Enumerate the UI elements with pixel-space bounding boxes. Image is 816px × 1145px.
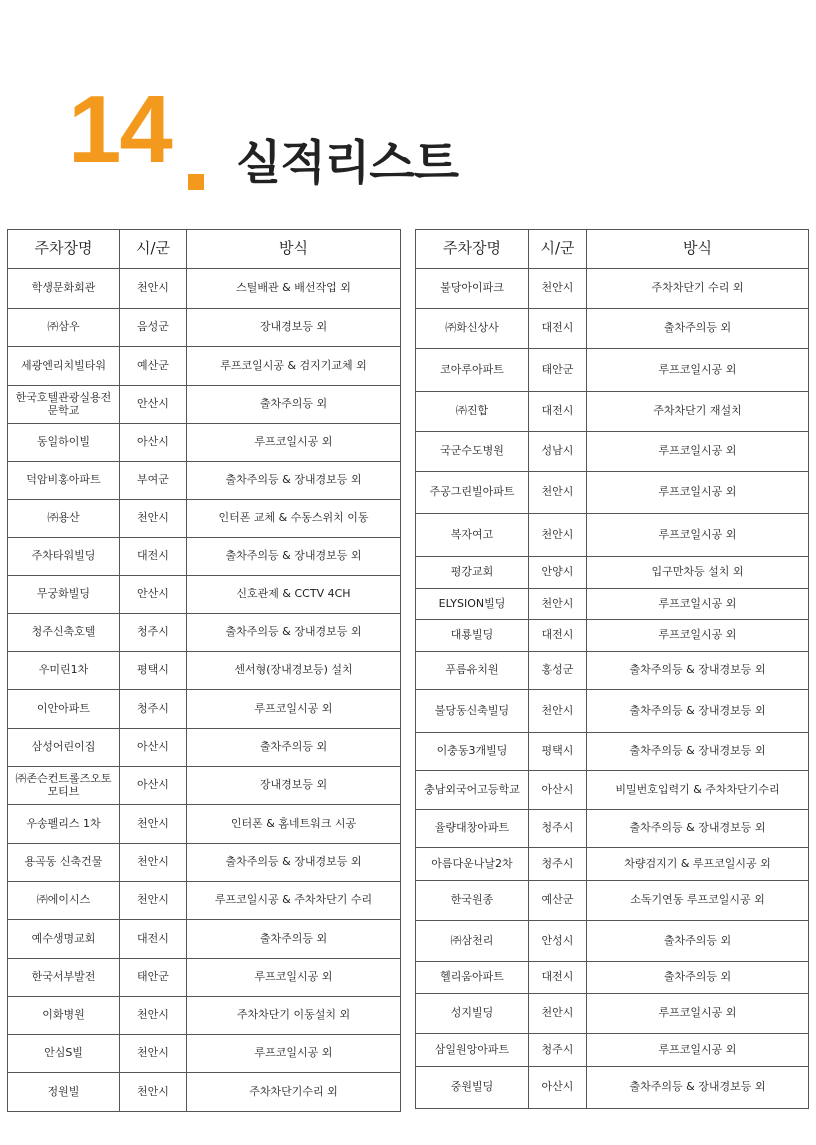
table-row [8,882,401,920]
cell-parking-name: 안심S빌 [8,1035,120,1073]
cell-method: 루프코일시공 외 [187,690,401,729]
cell-parking-name: 예수생명교회 [8,920,120,959]
cell-method: 장내경보등 외 [187,767,401,805]
table-row [416,1034,809,1067]
table-row [8,614,401,652]
cell-parking-name: 국군수도병원 [416,432,529,472]
table-row [416,620,809,652]
cell-city: 아산시 [120,729,187,767]
cell-city: 대전시 [120,920,187,959]
cell-method: 비밀번호입력기 & 주차차단기수리 [587,771,809,810]
cell-method: 루프코일시공 외 [587,1034,809,1067]
table-row [8,959,401,997]
table-row [8,347,401,386]
table-row [416,557,809,589]
cell-city: 천안시 [529,690,587,733]
header-city: 시/군 [529,230,587,269]
cell-parking-name: 우송펠리스 1차 [8,805,120,844]
table-row [8,309,401,347]
cell-parking-name: ㈜화신상사 [416,309,529,349]
cell-method: 출차주의등 & 장내경보등 외 [187,462,401,500]
cell-city: 아산시 [529,1067,587,1109]
cell-city: 청주시 [120,690,187,729]
cell-method: 인터폰 & 홈네트워크 시공 [187,805,401,844]
cell-city: 대전시 [529,962,587,994]
table-row [8,844,401,882]
cell-city: 청주시 [529,810,587,848]
cell-method: 출차주의등 & 장내경보등 외 [587,690,809,733]
results-table-left [7,229,401,1112]
cell-city: 천안시 [120,805,187,844]
table-row [416,994,809,1034]
cell-method: 출차주의등 외 [587,962,809,994]
cell-method: 루프코일시공 외 [587,620,809,652]
cell-method: 센서형(장내경보등) 설치 [187,652,401,690]
cell-parking-name: 청주신축호텔 [8,614,120,652]
cell-city: 안산시 [120,576,187,614]
cell-city: 대전시 [529,620,587,652]
table-row [8,652,401,690]
cell-parking-name: ㈜삼우 [8,309,120,347]
table-row [416,881,809,921]
cell-parking-name: ㈜용산 [8,500,120,538]
table-row [8,920,401,959]
cell-method: 소독기연동 루프코일시공 외 [587,881,809,921]
cell-city: 청주시 [529,1034,587,1067]
cell-city: 천안시 [529,589,587,620]
cell-method: 출차주의등 & 장내경보등 외 [587,652,809,690]
cell-parking-name: ㈜진합 [416,392,529,432]
table-header-row [416,230,809,269]
header-method: 방식 [587,230,809,269]
cell-parking-name: 중원빌딩 [416,1067,529,1109]
cell-method: 스틸배관 & 배선작업 외 [187,269,401,309]
cell-parking-name: 한국원종 [416,881,529,921]
cell-method: 주차차단기수리 외 [187,1073,401,1112]
cell-method: 루프코일시공 외 [587,994,809,1034]
table-row [8,424,401,462]
cell-city: 아산시 [120,767,187,805]
table-row [8,997,401,1035]
cell-parking-name: 삼일원앙아파트 [416,1034,529,1067]
table-row [416,269,809,309]
cell-parking-name: 학생문화회관 [8,269,120,309]
cell-city: 천안시 [120,500,187,538]
cell-city: 태안군 [529,349,587,392]
cell-city: 천안시 [120,1035,187,1073]
cell-city: 천안시 [120,1073,187,1112]
cell-parking-name: 이화병원 [8,997,120,1035]
cell-city: 천안시 [529,269,587,309]
cell-method: 루프코일시공 & 검지기교체 외 [187,347,401,386]
table-row [416,962,809,994]
table-row [416,1067,809,1109]
cell-city: 천안시 [529,994,587,1034]
table-row [8,1073,401,1112]
cell-parking-name: 한국서부발전 [8,959,120,997]
cell-method: 인터폰 교체 & 수동스위치 이동 [187,500,401,538]
table-row [8,269,401,309]
table-header-row [8,230,401,269]
cell-method: 출차주의등 외 [187,920,401,959]
cell-parking-name: 무궁화빌딩 [8,576,120,614]
cell-method: 출차주의등 & 장내경보등 외 [587,733,809,771]
cell-city: 예산군 [529,881,587,921]
cell-city: 천안시 [529,514,587,557]
cell-parking-name: 세광엔리치빌타워 [8,347,120,386]
header-parking-name: 주차장명 [416,230,529,269]
cell-method: 장내경보등 외 [187,309,401,347]
cell-city: 음성군 [120,309,187,347]
cell-city: 아산시 [529,771,587,810]
table-row [8,690,401,729]
results-table-right [415,229,809,1109]
cell-city: 천안시 [120,269,187,309]
cell-method: 출차주의등 외 [187,729,401,767]
table-row [416,589,809,620]
cell-method: 출차주의등 & 장내경보등 외 [587,1067,809,1109]
table-row [416,349,809,392]
table-row [416,392,809,432]
cell-parking-name: 용곡동 신축건물 [8,844,120,882]
cell-parking-name: 코아루아파트 [416,349,529,392]
table-row [416,690,809,733]
cell-method: 루프코일시공 & 주차차단기 수리 [187,882,401,920]
cell-method: 출차주의등 & 장내경보등 외 [187,844,401,882]
table-row [8,767,401,805]
cell-parking-name: 불당동신축빌딩 [416,690,529,733]
cell-city: 대전시 [529,309,587,349]
cell-parking-name: 이안아파트 [8,690,120,729]
cell-parking-name: 이충동3개빌딩 [416,733,529,771]
cell-method: 출차주의등 외 [587,921,809,962]
table-row [416,848,809,881]
cell-city: 아산시 [120,424,187,462]
cell-city: 평택시 [529,733,587,771]
cell-parking-name: 푸름유치원 [416,652,529,690]
table-row [8,500,401,538]
header-parking-name: 주차장명 [8,230,120,269]
table-row [8,729,401,767]
cell-city: 천안시 [120,997,187,1035]
table-row [416,652,809,690]
table-row [416,472,809,514]
cell-parking-name: 덕암비홍아파트 [8,462,120,500]
cell-method: 루프코일시공 외 [587,514,809,557]
cell-parking-name: 대룡빌딩 [416,620,529,652]
cell-method: 루프코일시공 외 [187,424,401,462]
page-title: 실적리스트 [236,136,459,191]
cell-parking-name: ELYSION빌딩 [416,589,529,620]
cell-method: 출차주의등 외 [187,386,401,424]
cell-method: 주차차단기 수리 외 [587,269,809,309]
cell-method: 루프코일시공 외 [587,432,809,472]
cell-city: 태안군 [120,959,187,997]
cell-parking-name: 한국호텔관광실용전문학교 [8,386,120,424]
cell-method: 주차차단기 이동설치 외 [187,997,401,1035]
table-row [416,921,809,962]
cell-city: 청주시 [529,848,587,881]
cell-city: 예산군 [120,347,187,386]
cell-city: 천안시 [120,882,187,920]
cell-method: 출차주의등 & 장내경보등 외 [187,538,401,576]
cell-method: 신호관제 & CCTV 4CH [187,576,401,614]
cell-method: 루프코일시공 외 [187,959,401,997]
cell-city: 천안시 [529,472,587,514]
cell-parking-name: 헬리움아파트 [416,962,529,994]
cell-method: 주차차단기 재설치 [587,392,809,432]
cell-parking-name: 율량대창아파트 [416,810,529,848]
section-number-dot [188,174,204,190]
cell-parking-name: 성지빌딩 [416,994,529,1034]
cell-parking-name: 평강교회 [416,557,529,589]
table-row [8,538,401,576]
cell-city: 안성시 [529,921,587,962]
cell-parking-name: 복자여고 [416,514,529,557]
table-row [416,733,809,771]
cell-method: 출차주의등 & 장내경보등 외 [187,614,401,652]
table-row [416,771,809,810]
cell-parking-name: 동일하이빌 [8,424,120,462]
header-city: 시/군 [120,230,187,269]
cell-parking-name: 삼성어린이집 [8,729,120,767]
cell-parking-name: 아름다운나날2차 [416,848,529,881]
cell-city: 안양시 [529,557,587,589]
cell-city: 대전시 [529,392,587,432]
cell-parking-name: 불당아이파크 [416,269,529,309]
cell-method: 출차주의등 외 [587,309,809,349]
cell-parking-name: 주차타워빌딩 [8,538,120,576]
cell-method: 루프코일시공 외 [587,349,809,392]
cell-city: 성남시 [529,432,587,472]
cell-city: 대전시 [120,538,187,576]
cell-parking-name: ㈜에이시스 [8,882,120,920]
cell-parking-name: 충남외국어고등학교 [416,771,529,810]
table-row [8,805,401,844]
cell-method: 출차주의등 & 장내경보등 외 [587,810,809,848]
header-method: 방식 [187,230,401,269]
cell-city: 평택시 [120,652,187,690]
cell-method: 차량검지기 & 루프코일시공 외 [587,848,809,881]
cell-city: 청주시 [120,614,187,652]
table-row [416,432,809,472]
table-row [8,462,401,500]
table-row [416,810,809,848]
section-number: 14 [68,76,171,183]
table-row [416,309,809,349]
table-row [8,1035,401,1073]
cell-parking-name: ㈜삼천리 [416,921,529,962]
cell-method: 입구만차등 설치 외 [587,557,809,589]
table-row [8,576,401,614]
cell-city: 안산시 [120,386,187,424]
cell-parking-name: 정원빌 [8,1073,120,1112]
cell-method: 루프코일시공 외 [587,589,809,620]
cell-parking-name: 우미린1차 [8,652,120,690]
cell-method: 루프코일시공 외 [587,472,809,514]
table-row [8,386,401,424]
cell-city: 홍성군 [529,652,587,690]
table-row [416,514,809,557]
cell-parking-name: ㈜존슨컨트롤즈오토모티브 [8,767,120,805]
cell-city: 천안시 [120,844,187,882]
cell-parking-name: 주공그린빌아파트 [416,472,529,514]
cell-method: 루프코일시공 외 [187,1035,401,1073]
cell-city: 부여군 [120,462,187,500]
